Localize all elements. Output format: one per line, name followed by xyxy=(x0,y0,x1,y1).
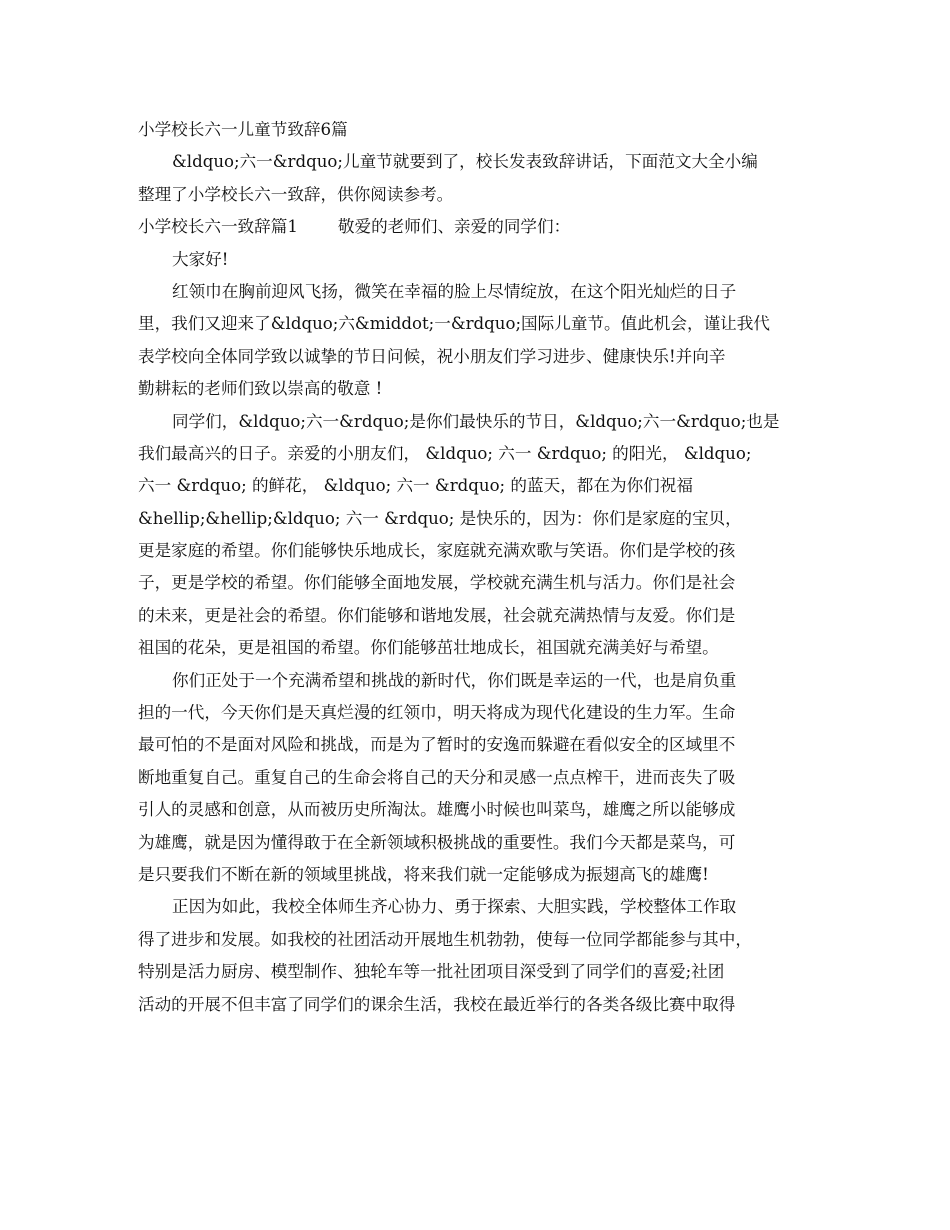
paragraph-line: 六一 &rdquo; 的鲜花， &ldquo; 六一 &rdquo; 的蓝天，都在为你们祝福 xyxy=(138,476,693,496)
paragraph-line: 正因为如此，我校全体师生齐心协力、勇于探索、大胆实践，学校整体工作取 xyxy=(172,897,737,917)
salutation: 敬爱的老师们、亲爱的同学们： xyxy=(337,217,571,237)
intro-line: 整理了小学校长六一致辞，供你阅读参考。 xyxy=(138,184,454,204)
document-body xyxy=(138,114,814,1021)
paragraph-line: 得了进步和发展。如我校的社团活动开展地生机勃勃，使每一位同学都能参与其中， xyxy=(138,929,752,949)
paragraph-line: 的未来，更是社会的希望。你们能够和谐地发展，社会就充满热情与友爱。你们是 xyxy=(138,605,736,625)
paragraph xyxy=(138,406,814,665)
paragraph-line: 同学们，&ldquo;六一&rdquo;是你们最快乐的节日，&ldquo;六一&rdquo;也是 xyxy=(172,411,780,431)
paragraph xyxy=(138,891,814,1021)
paragraph-line: 我们最高兴的日子。亲爱的小朋友们， &ldquo; 六一 &rdquo; 的阳光， &ldquo; xyxy=(138,443,752,463)
paragraph-line: 为雄鹰，就是因为懂得敢于在全新领域积极挑战的重要性。我们今天都是菜鸟，可 xyxy=(138,832,736,852)
section-heading-row xyxy=(138,211,814,243)
intro-line: &ldquo;六一&rdquo;儿童节就要到了，校长发表致辞讲话，下面范文大全小编 xyxy=(172,152,758,172)
paragraph-line: 子，更是学校的希望。你们能够全面地发展，学校就充满生机与活力。你们是社会 xyxy=(138,573,736,593)
paragraph-line: 祖国的花朵，更是祖国的希望。你们能够茁壮地成长，祖国就充满美好与希望。 xyxy=(138,638,719,658)
paragraph-line: 活动的开展不但丰富了同学们的课余生活，我校在最近举行的各类各级比赛中取得 xyxy=(138,994,736,1014)
document-title: 小学校长六一儿童节致辞6篇 xyxy=(138,120,348,139)
paragraph-line: 引人的灵感和创意，从而被历史所淘汰。雄鹰小时候也叫菜鸟，雄鹰之所以能够成 xyxy=(138,800,736,820)
paragraph-line: 特别是活力厨房、模型制作、独轮车等一批社团项目深受到了同学们的喜爱;社团 xyxy=(138,962,725,982)
paragraph-line: 你们正处于一个充满希望和挑战的新时代，你们既是幸运的一代，也是肩负重 xyxy=(172,670,737,690)
paragraph-line: 断地重复自己。重复自己的生命会将自己的天分和灵感一点点榨干，进而丧失了吸 xyxy=(138,767,736,787)
paragraph-line: 更是家庭的希望。你们能够快乐地成长，家庭就充满欢歌与笑语。你们是学校的孩 xyxy=(138,541,736,561)
paragraph-line: 最可怕的不是面对风险和挑战，而是为了暂时的安逸而躲避在看似安全的区域里不 xyxy=(138,735,736,755)
paragraph-line: 红领巾在胸前迎风飞扬，微笑在幸福的脸上尽情绽放，在这个阳光灿烂的日子 xyxy=(172,281,737,301)
paragraph-line: 里，我们又迎来了&ldquo;六&middot;一&rdquo;国际儿童节。值此机会，谨让我代 xyxy=(138,314,770,334)
paragraph xyxy=(138,276,814,406)
paragraph-line: 表学校向全体同学致以诚挚的节日问候，祝小朋友们学习进步、健康快乐!并向辛 xyxy=(138,346,726,366)
paragraph xyxy=(138,665,814,892)
paragraph-line: 勤耕耘的老师们致以崇高的敬意 ! xyxy=(138,379,383,399)
section-heading: 小学校长六一致辞篇1 xyxy=(138,217,298,237)
greeting: 大家好! xyxy=(172,249,229,269)
paragraph-line: 是只要我们不断在新的领域里挑战，将来我们就一定能够成为振翅高飞的雄鹰! xyxy=(138,864,709,884)
paragraph-line: 担的一代，今天你们是天真烂漫的红领巾，明天将成为现代化建设的生力军。生命 xyxy=(138,703,736,723)
paragraph-line: &hellip;&hellip;&ldquo; 六一 &rdquo; 是快乐的，因为：你们是家庭的宝贝， xyxy=(138,508,742,528)
